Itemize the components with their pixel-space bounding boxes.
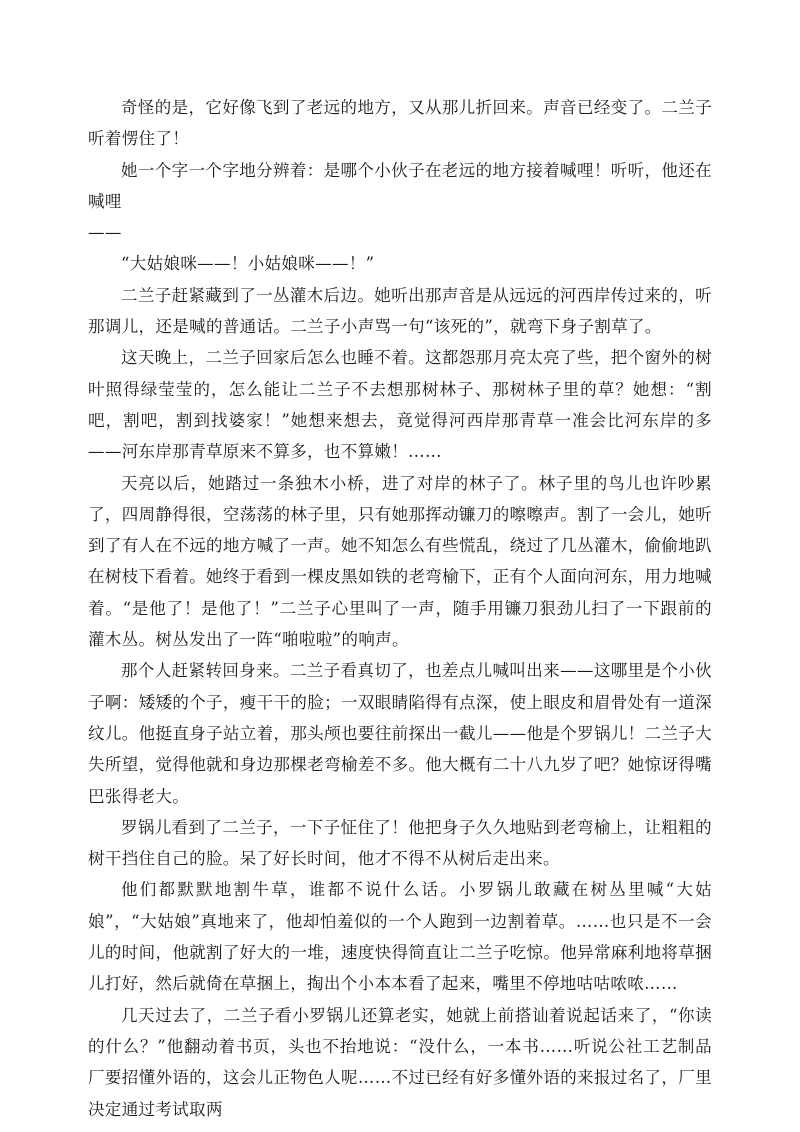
paragraph: 她一个字一个字地分辨着：是哪个小伙子在老远的地方接着喊哩！听听，他还在喊哩 [88,160,712,211]
paragraph: 罗锅儿看到了二兰子，一下子怔住了！他把身子久久地贴到老弯榆上，让粗粗的树干挡住自己的脸。呆了好长时间，他才不得不从树后走出来。 [88,817,712,869]
paragraph: 奇怪的是，它好像飞到了老远的地方，又从那儿折回来。声音已经变了。二兰子听着愣住了！ [88,98,712,149]
paragraph: 他们都默默地割牛草，谁都不说什么话。小罗锅儿敢藏在树丛里喊“大姑娘”，“大姑娘”真地来了，他却怕羞似的一个人跑到一边割着草。……也只是不一会儿的时间，他就割了好大的一堆，速度快得简直让二兰子吃惊。他异常麻利地将草捆儿打好，然后就倚在草捆上，掏出个小本本看了起来，嘴里不停地咕咕哝哝…… [88,880,712,994]
paragraph: “大姑娘咪——！小姑娘咪——！” [121,254,375,274]
paragraph: 天亮以后，她踏过一条独木小桥，进了对岸的林子了。林子里的鸟儿也许吵累了，四周静得很，空荡荡的林子里，只有她那挥动镰刀的嚓嚓声。割了一会儿，她听到了有人在不远的地方喊了一声。她不知怎么有些慌乱，绕过了几丛灌木，偷偷地趴在树枝下看着。她终于看到一棵皮黑如铁的老弯榆下，正有个人面向河东，用力地喊着。“是他了！是他了！”二兰子心里叫了一声，随手用镰刀狠劲儿扫了一下跟前的灌木丛。树丛发出了一阵“啪啦啦”的响声。 [88,473,712,650]
paragraph: 二兰子赶紧藏到了一丛灌木后边。她听出那声音是从远远的河西岸传过来的，听那调儿，还是喊的普通话。二兰子小声骂一句“该死的”，就弯下身子割草了。 [88,285,712,337]
body-text [88,92,712,1125]
paragraph-dash: —— [88,223,122,243]
paragraph: 这天晚上，二兰子回家后怎么也睡不着。这都怨那月亮太亮了些，把个窗外的树叶照得绿莹莹的，怎么能让二兰子不去想那树林子、那树林子里的草？她想：“割吧，割吧，割到找婆家！”她想来想去，竟觉得河西岸那青草一准会比河东岸的多——河东岸那青草原来不算多，也不算嫩！…… [88,348,712,462]
paragraph: 那个人赶紧转回身来。二兰子看真切了，也差点儿喊叫出来——这哪里是个小伙子啊：矮矮的个子，瘦干干的脸；一双眼睛陷得有点深，使上眼皮和眉骨处有一道深纹儿。他挺直身子站立着，那头颅也要往前探出一截儿——他是个罗锅儿！二兰子大失所望，觉得他就和身边那棵老弯榆差不多。他大概有二十八九岁了吧？她惊讶得嘴巴张得老大。 [88,661,712,806]
paragraph: 几天过去了，二兰子看小罗锅儿还算老实，她就上前搭讪着说起话来了，“你读的什么？”他翻动着书页，头也不抬地说：“没什么，一本书……听说公社工艺制品厂要招懂外语的，这会儿正物色人呢……不过已经有好多懂外语的来报过名了，厂里决定通过考试取两 [88,1005,712,1119]
